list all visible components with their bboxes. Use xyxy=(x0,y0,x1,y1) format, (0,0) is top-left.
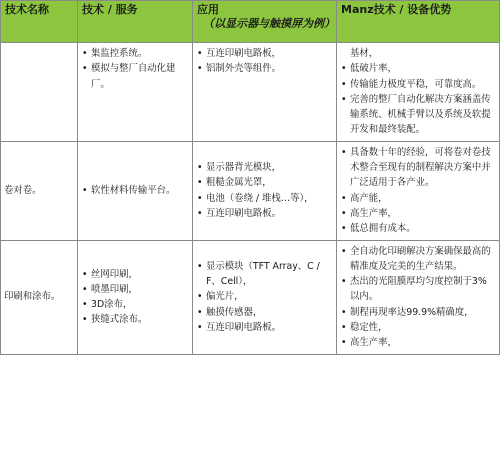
header-application-subtitle: （以显示器与触摸屏为例） xyxy=(203,17,335,30)
list-item: • 互连印刷电路板， xyxy=(197,48,282,59)
table-row xyxy=(1,43,500,142)
list-item: • 低总拥有成本。 xyxy=(341,223,416,235)
list-item: • 显示模块（TFT Array、C / F、Cell）， xyxy=(197,260,320,288)
application-cell xyxy=(193,240,337,354)
header-tech-name: 技术名称 xyxy=(1,1,78,43)
list-item: • 高生产率， xyxy=(341,337,397,349)
list-item: • 铝制外壳等组件。 xyxy=(197,63,282,75)
header-row xyxy=(1,1,500,43)
table-row xyxy=(1,240,500,354)
list-item: • 传输能力极度平稳，可靠度高。 xyxy=(341,78,482,90)
list-item: • 稳定性， xyxy=(341,322,388,334)
list-item: • 全自动化印刷解决方案确保最高的精准度及完美的生产结果。 xyxy=(341,245,491,272)
header-manz-advantages: Manz技术 / 设备优势 xyxy=(337,1,500,43)
list-item: • 杰出的光阻膜厚均匀度控制于3%以内。 xyxy=(341,276,487,303)
tech-cell xyxy=(78,240,193,354)
header-application xyxy=(193,1,337,43)
application-cell xyxy=(193,141,337,240)
advantage-cell xyxy=(337,141,500,240)
tech-name-cell xyxy=(1,43,78,142)
advantage-cell xyxy=(337,240,500,354)
table-row xyxy=(1,141,500,240)
list-item: • 互连印刷电路板。 xyxy=(197,322,282,334)
list-item: • 互连印刷电路板。 xyxy=(197,207,282,219)
header-tech-service: 技术 / 服务 xyxy=(78,1,193,43)
list-item: • 低破片率， xyxy=(341,63,397,75)
advantage-cell xyxy=(337,43,500,142)
list-item: • 显示器背光模块， xyxy=(197,162,282,174)
tech-cell xyxy=(78,43,193,142)
tech-cell xyxy=(78,141,193,240)
list-item: • 具备数十年的经验，可将卷对卷技术整合至现有的制程解决方案中并广泛适用于各产业。 xyxy=(341,146,491,189)
list-item: • 喷墨印刷， xyxy=(82,283,138,295)
application-cell xyxy=(193,43,337,142)
list-item: • 3D涂布， xyxy=(82,299,133,311)
list-item: • 集监控系统。 xyxy=(82,48,148,59)
list-item: • 狭缝式涂布。 xyxy=(82,314,148,326)
list-item: • 丝网印刷， xyxy=(82,268,138,280)
list-item: • 软性材料传输平台。 xyxy=(82,185,176,197)
tech-name-cell: 卷对卷。 xyxy=(1,141,78,240)
header-application-title: 应用 xyxy=(197,3,219,16)
list-item: • 制程再现率达99.9%精确度， xyxy=(341,306,474,318)
list-item: • 高生产率， xyxy=(341,207,397,219)
list-item: • 电池（卷绕 / 堆栈…等）， xyxy=(197,192,314,204)
list-item: • 触摸传感器， xyxy=(197,306,263,318)
list-item: • 完善的整厂自动化解决方案涵盖传输系统、机械手臂以及系统及软提开发和最终装配。 xyxy=(341,93,491,136)
list-item: • 粗糙金属光罩， xyxy=(197,177,272,189)
list-item: • 模拟与整厂自动化建厂。 xyxy=(82,63,176,90)
list-item: • 高产能， xyxy=(341,192,388,204)
list-item: 基材， xyxy=(350,48,379,59)
tech-name-cell: 印刷和涂布。 xyxy=(1,240,78,354)
list-item: • 偏光片， xyxy=(197,291,244,303)
